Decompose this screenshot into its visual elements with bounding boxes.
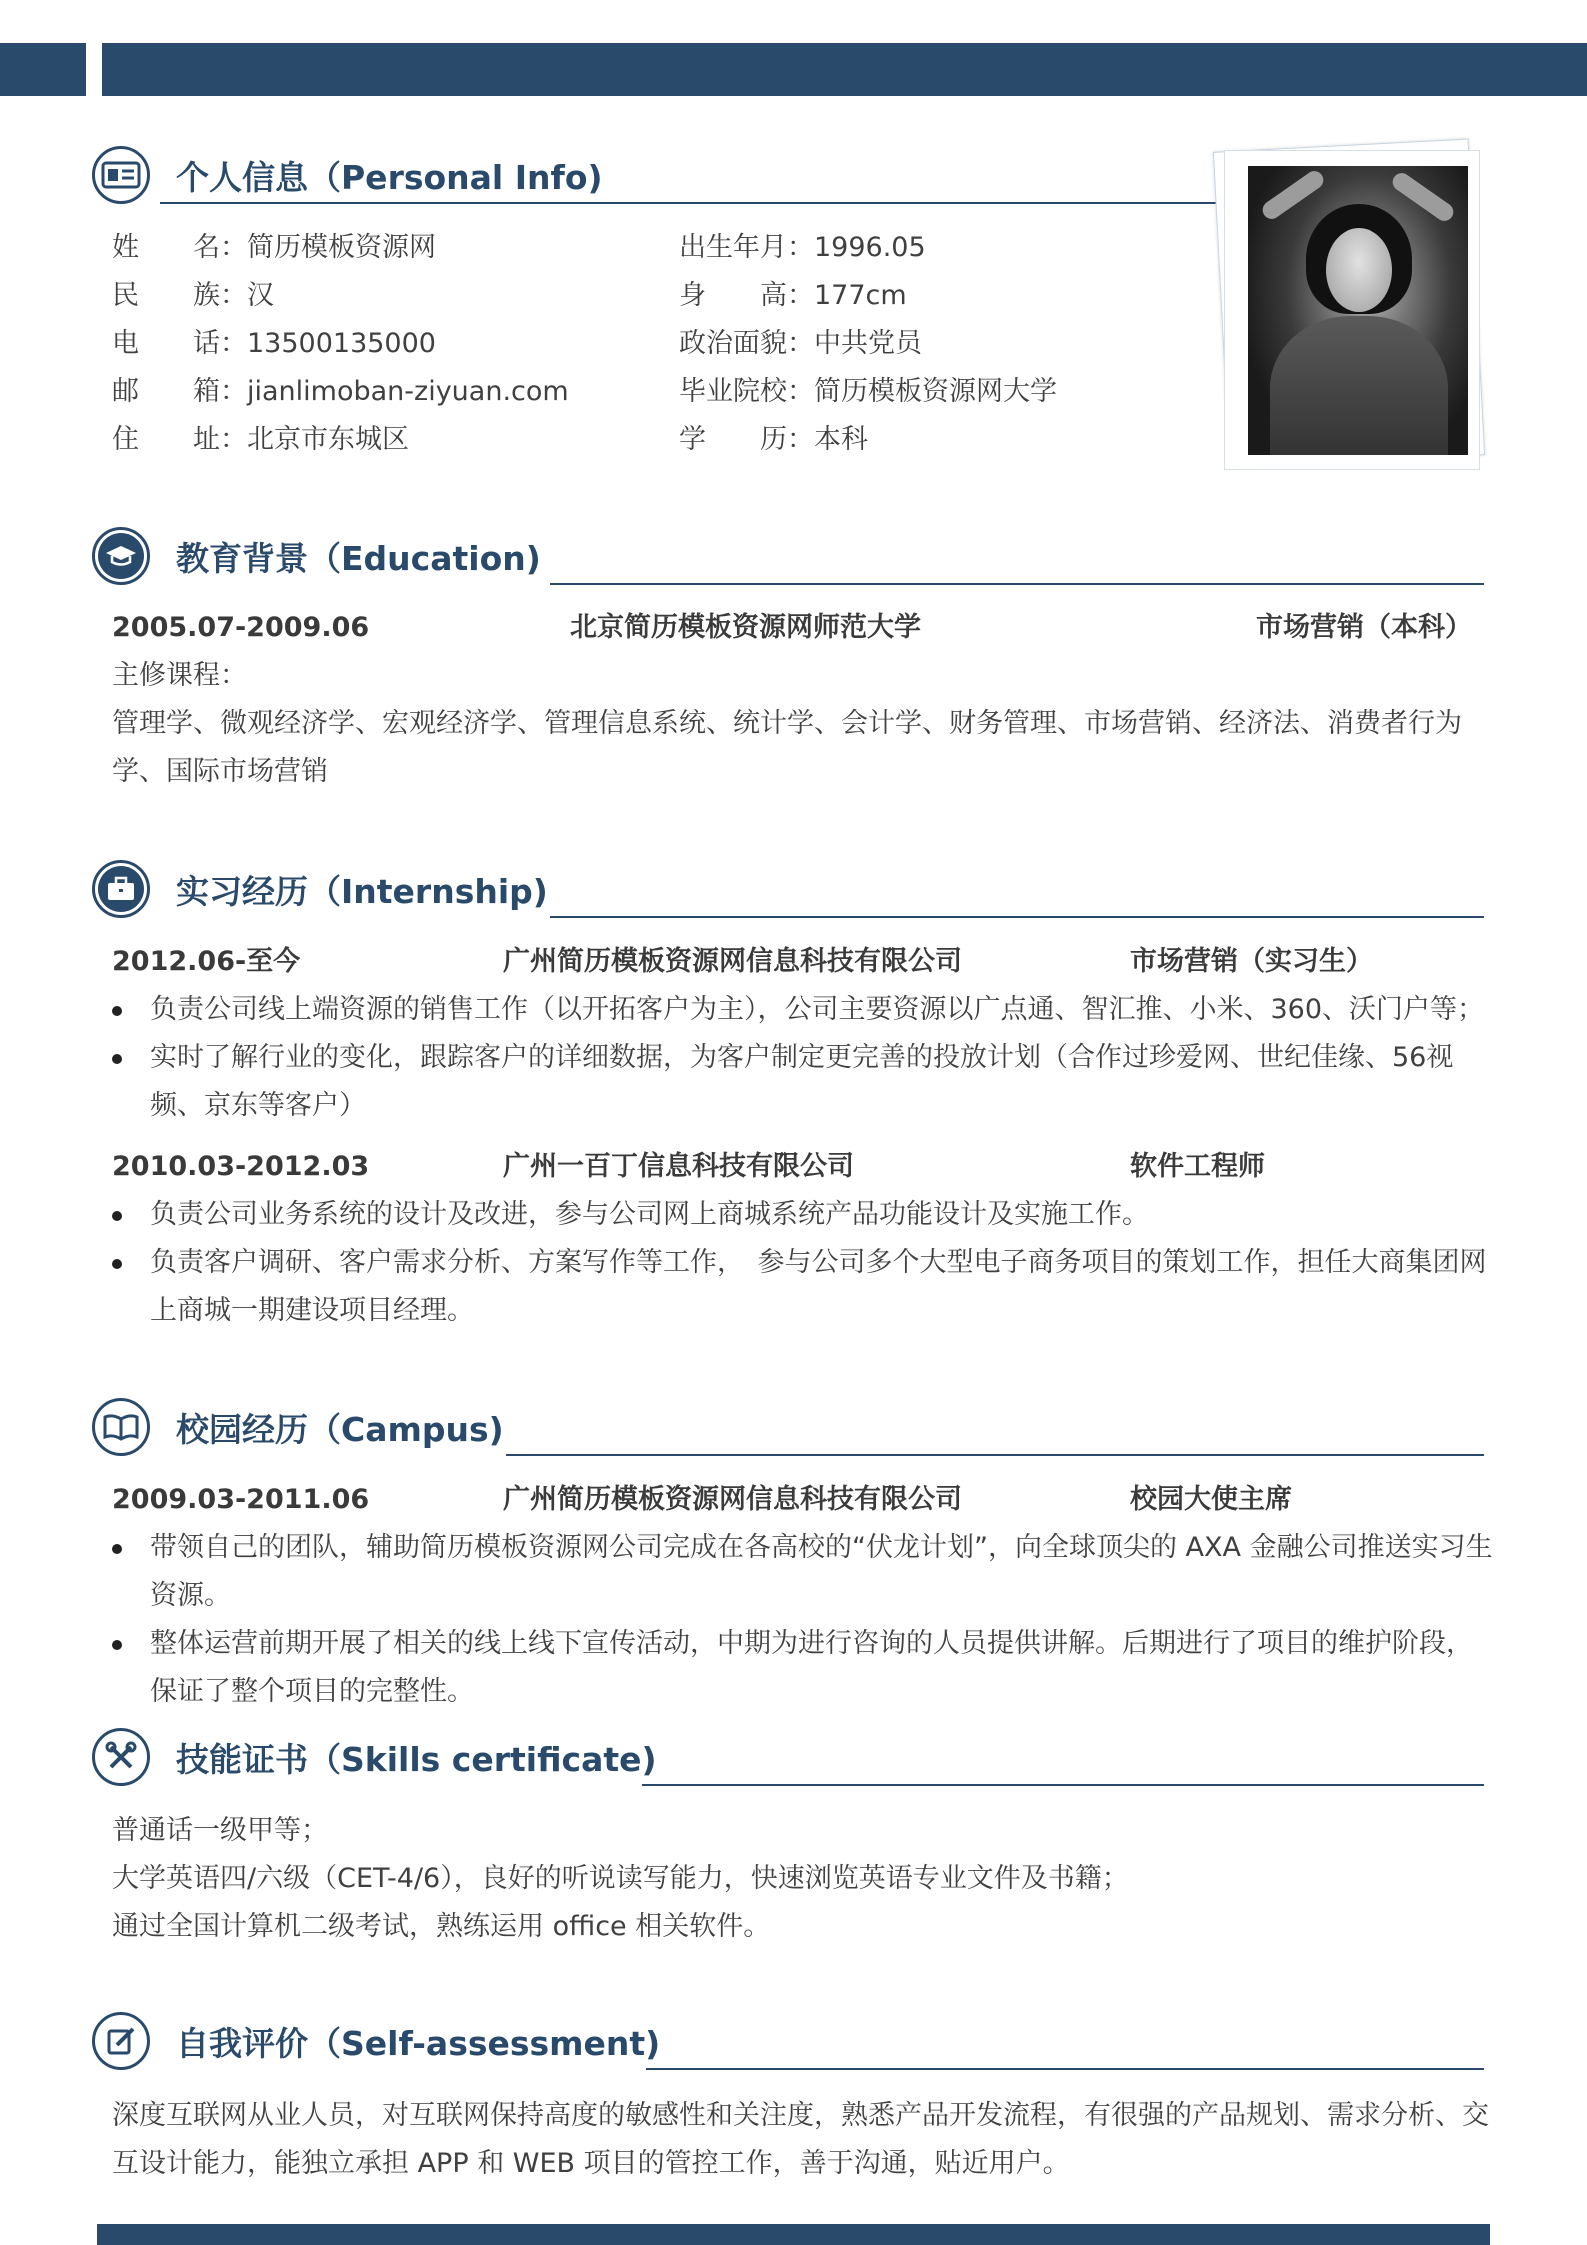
edu-school: 北京简历模板资源网师范大学 [570, 612, 921, 643]
info-label: 身 高： [679, 280, 814, 311]
info-row [679, 224, 926, 272]
info-value: 汉 [247, 280, 274, 311]
section-rule [550, 916, 1484, 918]
list-item [112, 1620, 1494, 1716]
info-label: 民 族： [112, 280, 247, 311]
campus-role: 校园大使主席 [1130, 1484, 1292, 1515]
info-row [679, 368, 1057, 416]
section-title: 实习经历（Internship) [176, 872, 548, 911]
section-personal [92, 146, 1226, 210]
info-label: 毕业院校： [679, 376, 814, 407]
edit-icon [92, 2012, 150, 2070]
section-skills [92, 1728, 1492, 1792]
section-title: 个人信息（Personal Info) [176, 158, 603, 197]
job-company: 广州一百丁信息科技有限公司 [503, 1151, 854, 1182]
info-row [679, 320, 922, 368]
info-row [679, 272, 907, 320]
id-card-icon [92, 146, 150, 204]
section-rule [646, 2068, 1484, 2070]
avatar [1248, 166, 1468, 455]
tools-icon [92, 1728, 150, 1786]
self-text: 深度互联网从业人员，对互联网保持高度的敏感性和关注度，熟悉产品开发流程，有很强的产品规划、需求分析、交互设计能力，能独立承担 APP 和 WEB 项目的管控工作，善于沟通，贴近用户。 [112, 2100, 1489, 2179]
info-row [112, 272, 274, 320]
header-bar-left [0, 43, 86, 96]
info-row [679, 416, 868, 464]
section-title: 自我评价（Self-assessment) [176, 2024, 661, 2063]
list-item [112, 1239, 1494, 1335]
info-value: 177cm [814, 280, 907, 311]
bullet-text: 整体运营前期开展了相关的线上线下宣传活动，中期为进行咨询的人员提供讲解。后期进行了项目的维护阶段，保证了整个项目的完整性。 [150, 1628, 1473, 1707]
job-date: 2012.06-至今 [112, 946, 301, 977]
section-title: 技能证书（Skills certificate) [176, 1740, 657, 1779]
book-icon [92, 1398, 150, 1456]
info-label: 邮 箱： [112, 376, 247, 407]
campus-date: 2009.03-2011.06 [112, 1484, 370, 1515]
job-role: 软件工程师 [1130, 1151, 1265, 1182]
info-row [112, 320, 436, 368]
section-rule [550, 583, 1484, 585]
list-item [112, 1034, 1494, 1130]
courses-text: 管理学、微观经济学、宏观经济学、管理信息系统、统计学、会计学、财务管理、市场营销、经济法、消费者行为学、国际市场营销 [112, 708, 1462, 787]
section-campus [92, 1398, 1492, 1462]
section-internship [92, 860, 1492, 924]
job-company: 广州简历模板资源网信息科技有限公司 [503, 946, 962, 977]
bullet-text: 负责客户调研、客户需求分析、方案写作等工作， 参与公司多个大型电子商务项目的策划工作，担任大商集团网上商城一期建设项目经理。 [150, 1247, 1487, 1326]
list-item [112, 986, 1494, 1034]
footer-bar [97, 2224, 1490, 2245]
header-bar [102, 43, 1587, 96]
info-value: 简历模板资源网 [247, 232, 436, 263]
info-value: 13500135000 [247, 328, 436, 359]
campus-company: 广州简历模板资源网信息科技有限公司 [503, 1484, 962, 1515]
section-rule [160, 202, 1226, 204]
info-value: 中共党员 [814, 328, 922, 359]
bullet-text: 负责公司业务系统的设计及改进，参与公司网上商城系统产品功能设计及实施工作。 [150, 1199, 1149, 1230]
info-label: 住 址： [112, 424, 247, 455]
list-item [112, 1191, 1494, 1239]
info-row [112, 416, 409, 464]
info-label: 出生年月： [679, 232, 814, 263]
skill-line: 通过全国计算机二级考试，熟练运用 office 相关软件。 [112, 1911, 771, 1942]
list-item [112, 1524, 1494, 1620]
bullet-text: 负责公司线上端资源的销售工作（以开拓客户为主），公司主要资源以广点通、智汇推、小米、360、沃门户等； [150, 994, 1485, 1025]
edu-date: 2005.07-2009.06 [112, 612, 370, 643]
section-title: 教育背景（Education) [176, 539, 541, 578]
section-title: 校园经历（Campus) [176, 1410, 504, 1449]
section-education [92, 527, 1492, 591]
section-rule [506, 1454, 1484, 1456]
info-row [112, 224, 436, 272]
info-value: jianlimoban-ziyuan.com [247, 376, 569, 407]
job-date: 2010.03-2012.03 [112, 1151, 370, 1182]
info-label: 姓 名： [112, 232, 247, 263]
info-label: 电 话： [112, 328, 247, 359]
skill-line: 普通话一级甲等； [112, 1815, 328, 1846]
info-label: 学 历： [679, 424, 814, 455]
info-label: 政治面貌： [679, 328, 814, 359]
bullet-text: 实时了解行业的变化，跟踪客户的详细数据，为客户制定更完善的投放计划（合作过珍爱网、世纪佳缘、56视频、京东等客户） [150, 1042, 1454, 1121]
info-row [112, 368, 569, 416]
job-role: 市场营销（实习生） [1130, 946, 1373, 977]
courses-label: 主修课程： [112, 660, 247, 691]
edu-major: 市场营销（本科） [1256, 612, 1472, 643]
graduation-cap-icon [92, 527, 150, 585]
info-value: 1996.05 [814, 232, 926, 263]
info-value: 北京市东城区 [247, 424, 409, 455]
info-value: 本科 [814, 424, 868, 455]
section-rule [642, 1784, 1484, 1786]
briefcase-icon [92, 860, 150, 918]
info-value: 简历模板资源网大学 [814, 376, 1057, 407]
section-self [92, 2012, 1492, 2076]
bullet-text: 带领自己的团队，辅助简历模板资源网公司完成在各高校的“伏龙计划”，向全球顶尖的 AXA 金融公司推送实习生资源。 [150, 1532, 1493, 1611]
skill-line: 大学英语四/六级（CET-4/6），良好的听说读写能力，快速浏览英语专业文件及书籍； [112, 1863, 1129, 1894]
